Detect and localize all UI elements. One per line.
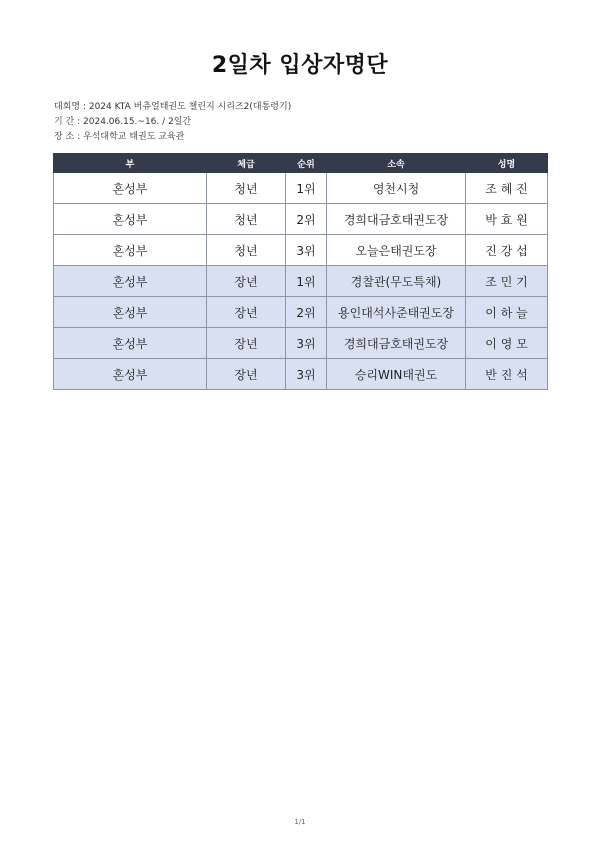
cell-weight-class: 장년 [207,328,286,359]
cell-weight-class: 청년 [207,204,286,235]
cell-affiliation: 용인대석사준태권도장 [327,297,466,328]
header-division: 부 [54,154,207,173]
header-affiliation: 소속 [327,154,466,173]
header-rank: 순위 [286,154,327,173]
info-label: 기 간 : [54,117,84,127]
table-row [54,266,548,297]
cell-weight-class: 장년 [207,266,286,297]
cell-rank: 1위 [286,173,327,204]
cell-division: 혼성부 [54,173,207,204]
cell-weight-class: 장년 [207,297,286,328]
info-value: 2024 KTA 버츄얼태권도 챌린지 시리즈2(대통령기) [88,102,292,112]
cell-name: 조 민 기 [466,266,548,297]
cell-weight-class: 청년 [207,235,286,266]
cell-affiliation: 경찰관(무도특채) [327,266,466,297]
event-info [54,100,291,145]
table-row [54,173,548,204]
cell-affiliation: 승리WIN태권도 [327,359,466,390]
cell-name: 진 강 섭 [466,235,548,266]
results-table [53,153,548,390]
table-header-row [54,154,548,173]
cell-name: 이 영 모 [466,328,548,359]
cell-name: 이 하 늘 [466,297,548,328]
cell-affiliation: 경희대금호태권도장 [327,204,466,235]
info-label: 장 소 : [54,132,84,142]
cell-rank: 2위 [286,204,327,235]
info-label: 대회명 : [54,102,89,112]
cell-affiliation: 오늘은태권도장 [327,235,466,266]
cell-weight-class: 청년 [207,173,286,204]
cell-affiliation: 영천시청 [327,173,466,204]
info-period [54,115,291,130]
info-venue [54,130,291,145]
cell-division: 혼성부 [54,204,207,235]
info-value: 우석대학교 태권도 교육관 [83,132,185,142]
cell-division: 혼성부 [54,266,207,297]
table-row [54,359,548,390]
cell-division: 혼성부 [54,359,207,390]
header-weight-class: 체급 [207,154,286,173]
cell-rank: 2위 [286,297,327,328]
cell-name: 박 효 원 [466,204,548,235]
info-value: 2024.06.15.~16. / 2일간 [83,117,192,127]
table-row [54,204,548,235]
info-event-name [54,100,291,115]
page-title: 2일차 입상자명단 [211,53,389,78]
cell-rank: 3위 [286,328,327,359]
page-number: 1/1 [294,818,306,826]
cell-rank: 3위 [286,235,327,266]
cell-affiliation: 경희대금호태권도장 [327,328,466,359]
cell-weight-class: 장년 [207,359,286,390]
cell-division: 혼성부 [54,235,207,266]
cell-name: 조 혜 진 [466,173,548,204]
header-name: 성명 [466,154,548,173]
table-row [54,235,548,266]
table-row [54,297,548,328]
cell-division: 혼성부 [54,297,207,328]
cell-division: 혼성부 [54,328,207,359]
cell-name: 반 진 석 [466,359,548,390]
cell-rank: 3위 [286,359,327,390]
cell-rank: 1위 [286,266,327,297]
table-row [54,328,548,359]
